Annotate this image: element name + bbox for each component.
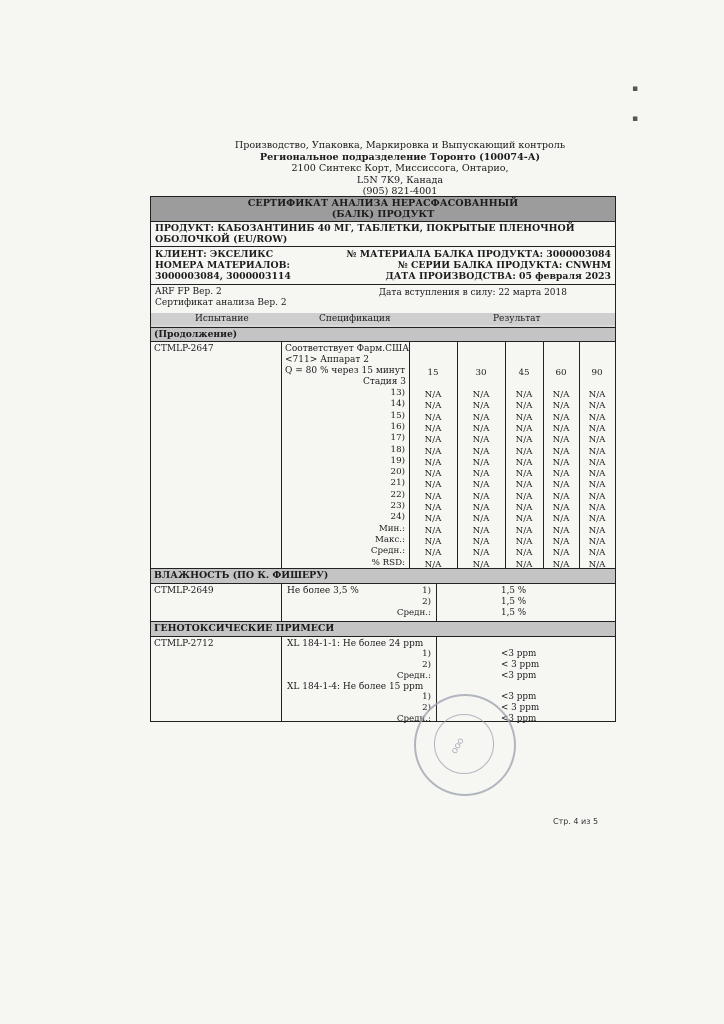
dissolution-cell: N/A — [552, 491, 570, 502]
batch-number: № СЕРИИ БАЛКА ПРОДУКТА: CNWHM — [397, 260, 611, 271]
dissolution-cell: N/A — [472, 491, 490, 502]
dissolution-cell: N/A — [588, 536, 606, 547]
certificate-title — [151, 197, 615, 222]
dissolution-row-label: Мин.: — [378, 523, 405, 534]
dissolution-cell: N/A — [588, 514, 606, 525]
material-numbers: 3000003084, 3000003114 — [155, 271, 291, 282]
dissolution-cell: N/A — [472, 469, 490, 480]
result-row-label: 2) — [422, 660, 431, 670]
result-row-label: 1) — [422, 586, 431, 596]
dissolution-cell: N/A — [424, 446, 442, 457]
dissolution-cell: N/A — [552, 390, 570, 400]
dissolution-cell: N/A — [472, 525, 490, 536]
genotox-section-title: ГЕНОТОКСИЧЕСКИЕ ПРИМЕСИ — [151, 621, 615, 637]
dissolution-spec-line-2: <711> Аппарат 2 — [285, 355, 369, 365]
column-result: Результат — [493, 314, 541, 324]
column-test: Испытание — [195, 314, 249, 324]
dissolution-spec-line-3: Q = 80 % через 15 минут — [285, 366, 406, 376]
dissolution-cell: N/A — [472, 457, 490, 468]
timepoint-60: 60 — [555, 368, 567, 378]
dissolution-cell: N/A — [472, 503, 490, 513]
version-block — [151, 285, 615, 313]
result-value: <3 ppm — [501, 649, 537, 659]
material-numbers-label: НОМЕРА МАТЕРИАЛОВ: — [155, 260, 290, 271]
dissolution-cell: N/A — [552, 480, 570, 491]
result-row-label: 1) — [422, 649, 431, 659]
bulk-material-number: № МАТЕРИАЛА БАЛКА ПРОДУКТА: 3000003084 — [346, 249, 611, 260]
result-row-label: 2) — [422, 703, 431, 713]
dissolution-cell: N/A — [588, 548, 606, 559]
dissolution-cell: N/A — [515, 469, 533, 480]
dissolution-cell: N/A — [424, 536, 442, 547]
dissolution-cell: N/A — [552, 559, 570, 570]
dissolution-cell: N/A — [588, 480, 606, 491]
dissolution-cell: N/A — [515, 401, 533, 412]
certificate-version: Сертификат анализа Вер. 2 — [155, 298, 287, 308]
dissolution-cell: N/A — [515, 514, 533, 525]
header-line-1: Производство, Упаковка, Маркировка и Выпускающий контроль — [234, 140, 566, 151]
dissolution-cell: N/A — [552, 536, 570, 547]
dissolution-cell: N/A — [552, 435, 570, 446]
genotox-spec-2: XL 184-1-4: Не более 15 ppm — [287, 682, 424, 692]
result-value: <3 ppm — [501, 714, 537, 724]
result-value: <3 ppm — [501, 692, 537, 702]
dissolution-row-label: 17) — [390, 433, 405, 444]
dissolution-cell: N/A — [472, 480, 490, 491]
header-line-3: 2100 Синтекс Корт, Миссиссога, Онтарио, — [291, 163, 509, 174]
result-row-label: Средн.: — [396, 671, 431, 681]
dissolution-cell: N/A — [424, 390, 442, 400]
continuation-label: (Продолжение) — [151, 328, 615, 342]
stamp-text: ООО — [450, 737, 466, 756]
dissolution-row-label: 14) — [390, 399, 405, 410]
dissolution-spec-line-1: Соответствует Фарм.США — [285, 344, 410, 354]
dissolution-row-label: 18) — [390, 444, 405, 455]
timepoint-15: 15 — [427, 368, 439, 378]
title-line-2: (БАЛК) ПРОДУКТ — [331, 209, 435, 220]
dissolution-cell: N/A — [552, 423, 570, 434]
result-value: 1,5 % — [501, 597, 527, 607]
dissolution-cell: N/A — [515, 390, 533, 400]
dissolution-block — [151, 342, 615, 568]
timepoint-90: 90 — [591, 368, 603, 378]
dissolution-cell: N/A — [588, 491, 606, 502]
client-name: КЛИЕНТ: ЭКСЕЛИКС — [155, 249, 274, 260]
result-row-label: Средн.: — [396, 714, 431, 724]
dissolution-cell: N/A — [472, 446, 490, 457]
moisture-method: CTMLP-2649 — [154, 586, 214, 596]
result-value: 1,5 % — [501, 608, 527, 618]
header-line-4: L5N 7K9, Канада — [356, 174, 444, 186]
dissolution-cell: N/A — [515, 536, 533, 547]
dissolution-cell: N/A — [424, 401, 442, 412]
company-stamp — [414, 694, 516, 796]
dissolution-cell: N/A — [588, 390, 606, 400]
result-value: <3 ppm — [501, 671, 537, 681]
dissolution-cell: N/A — [424, 469, 442, 480]
dissolution-cell: N/A — [552, 457, 570, 468]
column-header-row — [151, 313, 615, 325]
dissolution-row-label: 20) — [390, 467, 405, 478]
product-name: ПРОДУКТ: КАБОЗАНТИНИБ 40 МГ, ТАБЛЕТКИ, ПОКРЫТЫЕ ПЛЕНОЧНОЙ ОБОЛОЧКОЙ (EU/ROW) — [151, 222, 615, 247]
dissolution-cell: N/A — [588, 469, 606, 480]
production-date: ДАТА ПРОИЗВОДСТВА: 05 февраля 2023 — [385, 271, 611, 282]
dissolution-row-label: 24) — [390, 512, 405, 523]
genotox-block — [151, 637, 615, 724]
dissolution-row-label: 15) — [390, 410, 405, 421]
page-number: Стр. 4 из 5 — [553, 817, 599, 826]
dissolution-cell: N/A — [552, 503, 570, 513]
dissolution-row-label: Средн.: — [370, 546, 405, 557]
dissolution-cell: N/A — [472, 401, 490, 412]
dissolution-row-label: 21) — [390, 478, 405, 489]
result-row-label: 1) — [422, 692, 431, 702]
dissolution-row-label: 23) — [390, 501, 405, 511]
dissolution-cell: N/A — [515, 435, 533, 446]
dissolution-cell: N/A — [552, 469, 570, 480]
dissolution-cell: N/A — [424, 503, 442, 513]
company-header — [160, 140, 640, 198]
dissolution-cell: N/A — [588, 401, 606, 412]
dissolution-cell: N/A — [472, 514, 490, 525]
result-value: 1,5 % — [501, 586, 527, 596]
dissolution-cell: N/A — [424, 457, 442, 468]
moisture-spec: Не более 3,5 % — [287, 586, 359, 596]
dissolution-cell: N/A — [588, 446, 606, 457]
timepoint-30: 30 — [475, 368, 487, 378]
dissolution-cell: N/A — [424, 514, 442, 525]
moisture-section-title: ВЛАЖНОСТЬ (ПО К. ФИШЕРУ) — [151, 568, 615, 584]
dissolution-cell: N/A — [515, 457, 533, 468]
dissolution-cell: N/A — [472, 412, 490, 423]
dissolution-cell: N/A — [515, 423, 533, 434]
dissolution-cell: N/A — [515, 525, 533, 536]
dissolution-row-label: 16) — [390, 421, 405, 432]
moisture-block — [151, 584, 615, 621]
genotox-method: CTMLP-2712 — [154, 639, 214, 649]
dissolution-row-label: 22) — [390, 489, 405, 500]
dissolution-cell: N/A — [552, 401, 570, 412]
dissolution-cell: N/A — [552, 412, 570, 423]
dissolution-cell: N/A — [588, 412, 606, 423]
dissolution-cell: N/A — [472, 435, 490, 446]
dissolution-cell: N/A — [424, 435, 442, 446]
dissolution-cell: N/A — [424, 423, 442, 434]
dissolution-cell: N/A — [515, 480, 533, 491]
dissolution-cell: N/A — [515, 412, 533, 423]
effective-date: Дата вступления в силу: 22 марта 2018 — [378, 288, 567, 298]
scan-artifact-mark: ▪ — [632, 114, 639, 124]
dissolution-cell: N/A — [515, 491, 533, 502]
dissolution-cell: N/A — [424, 412, 442, 423]
dissolution-method: CTMLP-2647 — [154, 344, 214, 354]
column-specification: Спецификация — [319, 314, 391, 324]
certificate-table — [150, 196, 616, 722]
dissolution-stage: Стадия 3 — [363, 377, 407, 387]
dissolution-row-label: 19) — [390, 455, 405, 466]
dissolution-cell: N/A — [588, 435, 606, 446]
dissolution-cell: N/A — [472, 423, 490, 434]
dissolution-cell: N/A — [588, 503, 606, 513]
dissolution-cell: N/A — [424, 480, 442, 491]
dissolution-cell: N/A — [588, 457, 606, 468]
dissolution-cell: N/A — [424, 525, 442, 536]
timepoint-45: 45 — [518, 368, 530, 378]
dissolution-cell: N/A — [424, 491, 442, 502]
dissolution-cell: N/A — [424, 559, 442, 570]
result-value: < 3 ppm — [501, 660, 540, 670]
dissolution-cell: N/A — [588, 559, 606, 570]
header-line-5: (905) 821-4001 — [362, 186, 438, 197]
dissolution-cell: N/A — [472, 536, 490, 547]
result-value: < 3 ppm — [501, 703, 540, 713]
dissolution-cell: N/A — [552, 525, 570, 536]
header-line-2: Региональное подразделение Торонто (100074-А) — [259, 151, 541, 163]
scan-artifact-mark: ▪ — [632, 84, 639, 94]
dissolution-cell: N/A — [552, 446, 570, 457]
result-row-label: 2) — [422, 597, 431, 607]
genotox-spec-1: XL 184-1-1: Не более 24 ppm — [287, 639, 424, 649]
dissolution-cell: N/A — [472, 390, 490, 400]
dissolution-cell: N/A — [552, 514, 570, 525]
client-block — [151, 247, 615, 285]
dissolution-row-label: % RSD: — [371, 557, 405, 568]
dissolution-cell: N/A — [424, 548, 442, 559]
dissolution-row-label: Макс.: — [374, 534, 405, 545]
dissolution-spec — [285, 344, 409, 377]
dissolution-cell: N/A — [472, 559, 490, 570]
dissolution-cell: N/A — [472, 548, 490, 559]
dissolution-cell: N/A — [515, 503, 533, 513]
dissolution-cell: N/A — [515, 548, 533, 559]
arf-version: ARF FP Вер. 2 — [155, 287, 222, 297]
dissolution-cell: N/A — [515, 446, 533, 457]
dissolution-cell: N/A — [588, 423, 606, 434]
dissolution-cell: N/A — [515, 559, 533, 570]
result-row-label: Средн.: — [396, 608, 431, 618]
dissolution-cell: N/A — [588, 525, 606, 536]
title-line-1: СЕРТИФИКАТ АНАЛИЗА НЕРАСФАСОВАННЫЙ — [247, 198, 519, 209]
dissolution-cell: N/A — [552, 548, 570, 559]
dissolution-row-label: 13) — [390, 388, 405, 398]
